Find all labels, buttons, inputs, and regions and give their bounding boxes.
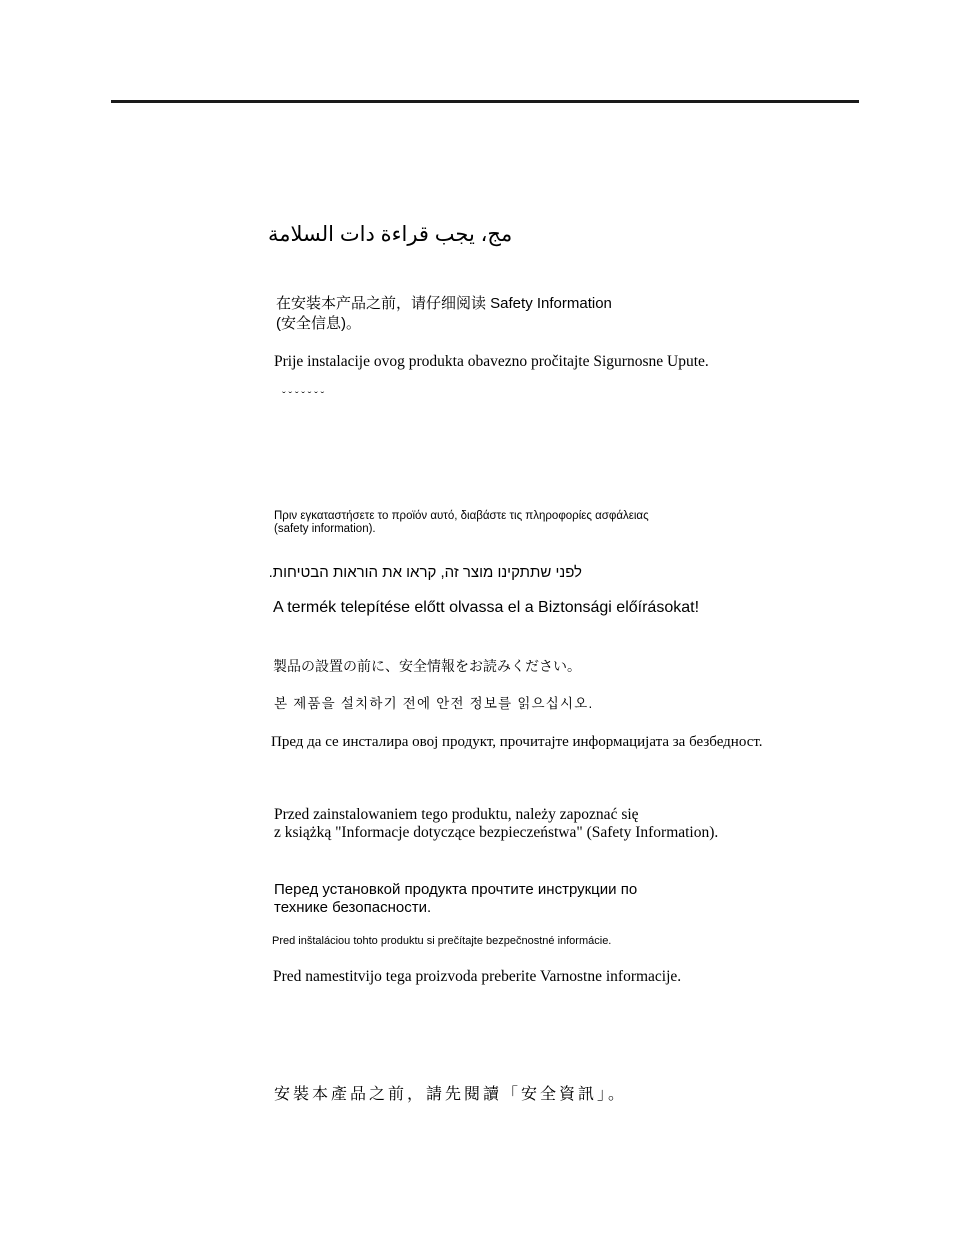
hungarian-safety-notice: A termék telepítése előtt olvassa el a Biztonsági előírásokat! <box>273 599 700 616</box>
simplified-chinese-notice-line1: 在安装本产品之前，请仔细阅读 Safety Information <box>276 295 612 312</box>
arabic-text: مج، يجب قراءة دات السلامة <box>268 223 513 246</box>
traditional-chinese-safety-notice: 安裝本產品之前，請先閱讀「安全資訊」。 <box>274 1084 628 1103</box>
korean-safety-notice: 본 제품을 설치하기 전에 안전 정보를 읽으십시오. <box>274 696 594 711</box>
croatian-safety-notice: Prije instalacije ovog produkta obavezno pročitajte Sigurnosne Upute. <box>274 353 709 370</box>
japanese-safety-notice: 製品の設置の前に、安全情報をお読みください。 <box>273 658 581 674</box>
slovak-safety-notice: Pred inštaláciou tohto produktu si prečítajte bezpečnostné informácie. <box>272 935 612 947</box>
polish-notice-line2: z książką "Informacje dotyczące bezpieczeństwa" (Safety Information). <box>274 824 719 841</box>
macedonian-safety-notice: Пред да се инсталира овој продукт, прочитајте информацијата за безбедност. <box>271 734 763 750</box>
greek-notice-line2: (safety information). <box>274 523 376 535</box>
header-rule <box>111 100 859 103</box>
russian-notice-line2: технике безопасности. <box>274 899 432 916</box>
polish-notice-line1: Przed zainstalowaniem tego produktu, należy zapoznać się <box>274 806 639 823</box>
simplified-chinese-notice-line2: (安全信息)。 <box>276 315 361 332</box>
hebrew-safety-notice: לפני שתתקינו מוצר זה, קראו את הוראות הבטיחות. <box>268 564 582 581</box>
greek-notice-line1: Πριν εγκαταστήσετε το προϊόν αυτό, διαβάστε τις πληροφορίες ασφάλειας <box>274 510 649 522</box>
russian-notice-line1: Перед установкой продукта прочтите инструкции по <box>274 881 638 898</box>
diacritic-marks-line: ˇ ˇ ˇ ˇ ˇ ˇ ˇ <box>282 390 325 402</box>
arabic-safety-notice <box>268 222 512 247</box>
slovenian-safety-notice: Pred namestitvijo tega proizvoda preberite Varnostne informacije. <box>273 968 682 985</box>
